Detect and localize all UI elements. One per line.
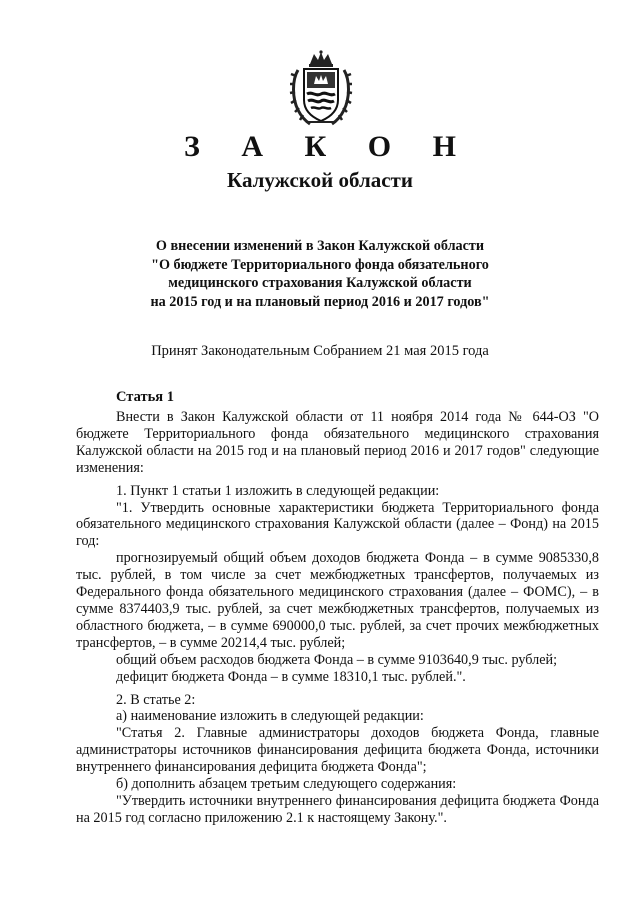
paragraph: дефицит бюджета Фонда – в сумме 18310,1 тыс. рублей.". bbox=[116, 668, 466, 685]
subject-line: О внесении изменений в Закон Калужской области bbox=[155, 238, 485, 254]
subject-line: "О бюджете Территориального фонда обязательного bbox=[151, 256, 489, 273]
adoption-note: Принят Законодательным Собранием 21 мая 2015 года bbox=[151, 343, 489, 359]
law-subject bbox=[120, 237, 520, 311]
paragraph: "1. Утвердить основные характеристики бюджета Территориального фонда обязательного медицинского страхования Калужской области (далее – Фонд) на 2015 год: bbox=[76, 499, 599, 550]
paragraph: "Утвердить источники внутреннего финансирования дефицита бюджета Фонда на 2015 год согласно приложению 2.1 к настоящему Закону.". bbox=[76, 792, 599, 826]
paragraph: общий объем расходов бюджета Фонда – в сумме 9103640,9 тыс. рублей; bbox=[116, 651, 558, 668]
article-heading: Статья 1 bbox=[116, 389, 174, 405]
paragraph: а) наименование изложить в следующей редакции: bbox=[116, 708, 424, 725]
paragraph: б) дополнить абзацем третьим следующего содержания: bbox=[116, 776, 457, 793]
paragraph: 1. Пункт 1 статьи 1 изложить в следующей редакции: bbox=[116, 482, 440, 499]
law-title: З А К О Н bbox=[184, 130, 473, 163]
subject-line: на 2015 год и на плановый период 2016 и 2017 годов" bbox=[150, 293, 490, 310]
subject-line: медицинского страхования Калужской области bbox=[168, 275, 472, 291]
kaluga-coat-of-arms-icon bbox=[288, 50, 354, 128]
paragraph: прогнозируемый общий объем доходов бюджета Фонда – в сумме 9085330,8 тыс. рублей, в том числе за счет межбюджетных трансфертов, получаемых из Федерального фонда обязательного медицинского страхования (далее – ФОМС), – в сумме 8374403,9 тыс. рублей, за счет межбюджетных трансфертов, получаемых из областного бюджета, – в сумме 690000,0 тыс. рублей, за счет прочих межбюджетных трансфертов, – в сумме 20214,4 тыс. рублей; bbox=[76, 550, 599, 651]
paragraph: "Статья 2. Главные администраторы доходов бюджета Фонда, главные администраторы источников финансирования дефицита бюджета Фонда, источники внутреннего финансирования дефицита бюджета Фонда"; bbox=[76, 725, 599, 776]
paragraph: 2. В статье 2: bbox=[116, 691, 196, 708]
article-body bbox=[76, 409, 599, 827]
paragraph: Внести в Закон Калужской области от 11 ноября 2014 года № 644-ОЗ "О бюджете Территориального фонда обязательного медицинского страхования Калужской области на 2015 год и на плановый период 2016 и 2017 годов" следующие изменения: bbox=[76, 409, 599, 476]
region-title: Калужской области bbox=[227, 168, 413, 192]
